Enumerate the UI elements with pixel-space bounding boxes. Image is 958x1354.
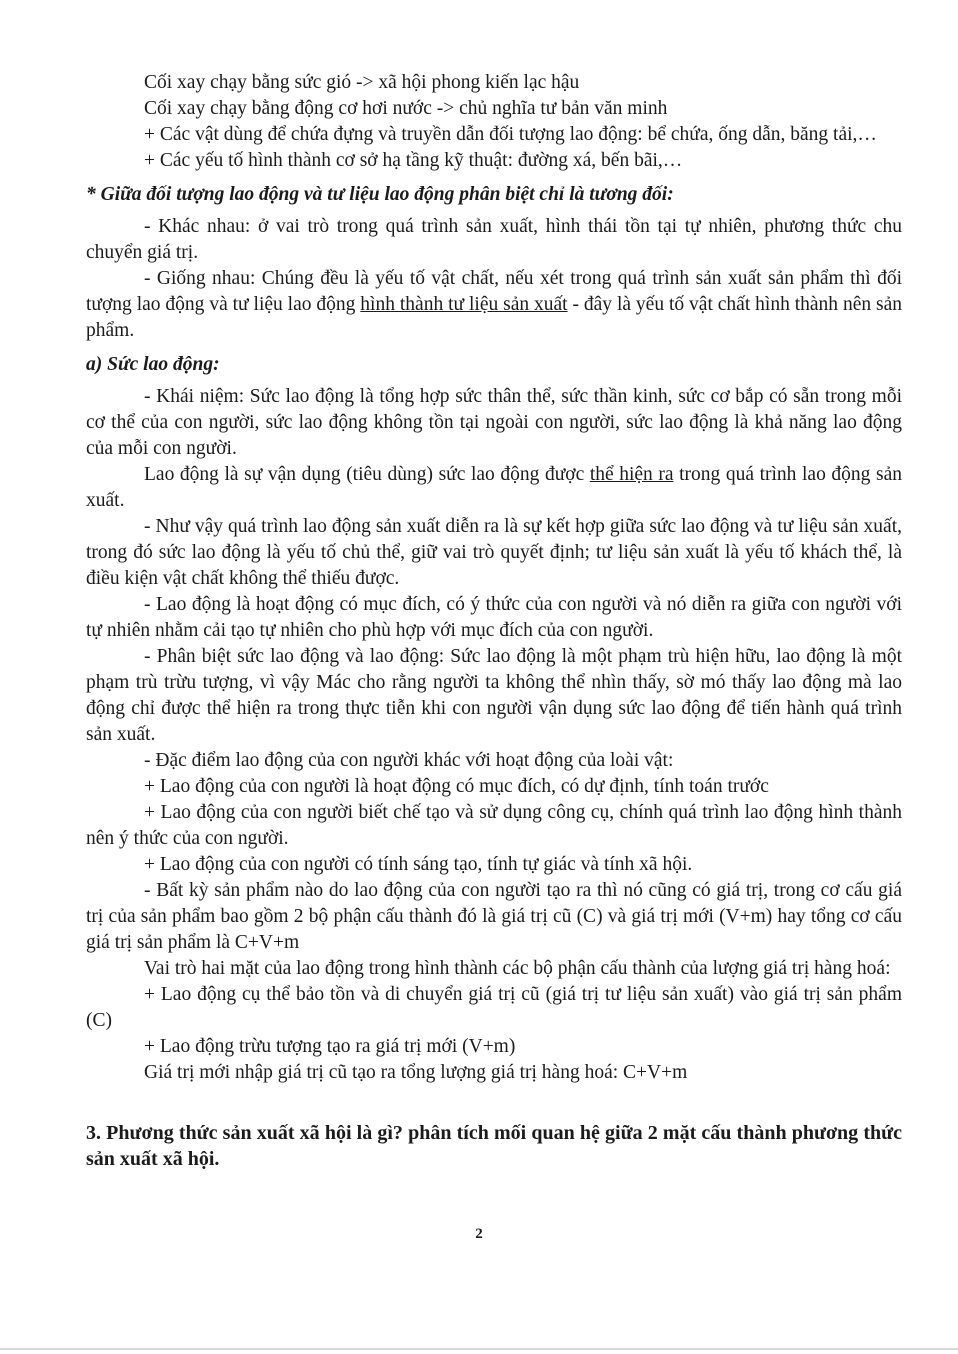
paragraph-differences: - Khác nhau: ở vai trò trong quá trình sản xuất, hình thái tồn tại tự nhiên, phương thức chu chuyển giá trị. [86, 216, 902, 263]
section-heading-distinction: * Giữa đối tượng lao động và tư liệu lao động phân biệt chỉ là tương đối: [86, 184, 674, 205]
feature-item: + Lao động của con người biết chế tạo và sử dụng công cụ, chính quá trình lao động hình thành nên ý thức của con người. [86, 802, 902, 849]
underlined-text: hình thành tư liệu sản xuất [360, 294, 568, 315]
feature-item: + Lao động của con người là hoạt động có mục đích, có dự định, tính toán trước [144, 776, 769, 797]
paragraph-labor [86, 462, 902, 514]
document-page [86, 70, 902, 1172]
section-heading-labor-power: a) Sức lao động: [86, 354, 220, 375]
text-span: - Giống nhau: Chúng đều là yếu tố vật chất, nếu xét trong quá trình sản xuất sản phẩm thì đối tượng lao động và tư liệu lao động [86, 268, 902, 315]
feature-item: + Lao động của con người có tính sáng tạo, tính tự giác và tính xã hội. [144, 854, 693, 875]
paragraph-value: - Bất kỳ sản phẩm nào do lao động của con người tạo ra thì nó cũng có giá trị, trong cơ cấu giá trị của sản phẩm bao gồm 2 bộ phận cấu thành đó là giá trị cũ (C) và giá trị mới (V+m) hay tổng cơ cấu giá trị sản phẩm là C+V+m [86, 880, 902, 953]
text-line: Cối xay chạy bằng động cơ hơi nước -> chủ nghĩa tư bản văn minh [144, 98, 668, 119]
paragraph-dual-role: Vai trò hai mặt của lao động trong hình thành các bộ phận cấu thành của lượng giá trị hàng hoá: [144, 958, 891, 979]
paragraph-combination: - Như vậy quá trình lao động sản xuất diễn ra là sự kết hợp giữa sức lao động và tư liệu sản xuất, trong đó sức lao động là yếu tố chủ thể, giữ vai trò quyết định; tư liệu sản xuất là yếu tố khách thể, là điều kiện vật chất không thể thiếu được. [86, 516, 902, 589]
bottom-divider [0, 1348, 958, 1350]
text-line: Cối xay chạy bằng sức gió -> xã hội phong kiến lạc hậu [144, 72, 580, 93]
paragraph-total: Giá trị mới nhập giá trị cũ tạo ra tổng lượng giá trị hàng hoá: C+V+m [144, 1062, 688, 1083]
underlined-text: thể hiện ra [589, 464, 674, 485]
text-span: trong quá trình lao động sản xuất. [86, 464, 902, 511]
paragraph-similarities [86, 266, 902, 344]
paragraph-purposeful: - Lao động là hoạt động có mục đích, có ý thức của con người và nó diễn ra giữa con người với tự nhiên nhằm cải tạo tự nhiên cho phù hợp với mục đích của con người. [86, 594, 902, 641]
role-item: + Lao động cụ thể bảo tồn và di chuyển giá trị cũ (giá trị tư liệu sản xuất) vào giá trị sản phẩm (C) [86, 984, 902, 1031]
text-span: Lao động là sự vận dụng (tiêu dùng) sức lao động được [144, 464, 590, 485]
text-line: + Các vật dùng để chứa đựng và truyền dẫn đối tượng lao động: bể chứa, ống dẫn, băng tải,… [144, 124, 877, 145]
page-number: 2 [475, 1226, 483, 1242]
role-item: + Lao động trừu tượng tạo ra giá trị mới (V+m) [144, 1036, 516, 1057]
paragraph-distinguish: - Phân biệt sức lao động và lao động: Sức lao động là một phạm trù hiện hữu, lao động là một phạm trù trừu tượng, vì vậy Mác cho rằng người ta không thể nhìn thấy, sờ mó thấy lao động mà lao động chỉ được thể hiện ra trong thực tiễn khi con người vận dụng sức lao động để tiến hành quá trình sản xuất. [86, 646, 902, 745]
question-3-title: 3. Phương thức sản xuất xã hội là gì? phân tích mối quan hệ giữa 2 mặt cấu thành phương thức sản xuất xã hội. [86, 1122, 902, 1170]
paragraph-features: - Đặc điểm lao động của con người khác với hoạt động của loài vật: [144, 750, 674, 771]
text-line: + Các yếu tố hình thành cơ sở hạ tầng kỹ thuật: đường xá, bến bãi,… [144, 150, 683, 171]
paragraph-concept: - Khái niệm: Sức lao động là tổng hợp sức thân thể, sức thần kinh, sức cơ bắp có sẵn trong mỗi cơ thể của con người, sức lao động không tồn tại ngoài con người, sức lao động là khả năng lao động của mỗi con người. [86, 386, 902, 459]
text-span: - đây là yếu tố vật chất hình thành nên sản phẩm. [86, 294, 902, 341]
